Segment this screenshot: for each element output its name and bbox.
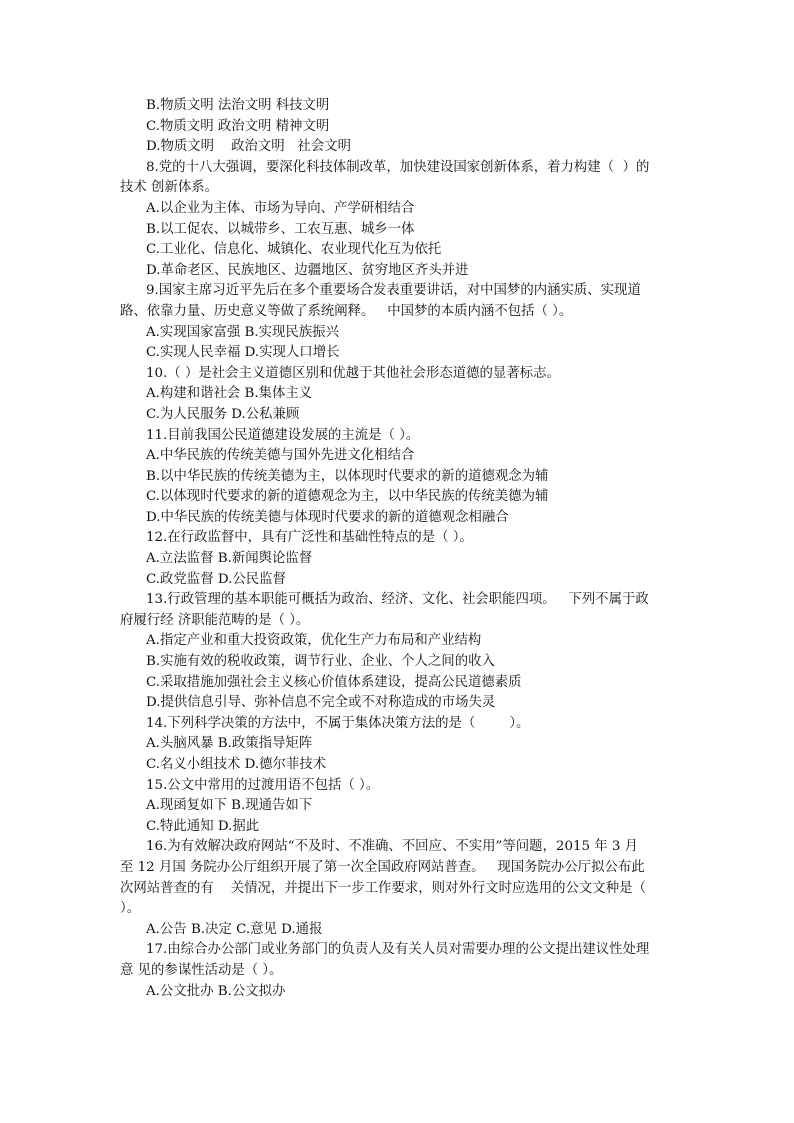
option-line: C.实现人民幸福 D.实现人口增长 [146, 345, 340, 361]
question-line: 14.下列科学决策的方法中，不属于集体决策方法的是（ ）。 [146, 715, 530, 731]
option-line: A.构建和谐社会 B.集体主义 [146, 386, 313, 402]
option-line: C.工业化、信息化、城镇化、农业现代化互为依托 [146, 242, 442, 258]
continuation-line: ）。 [120, 901, 141, 917]
option-line: D.革命老区、民族地区、边疆地区、贫穷地区齐头并进 [146, 262, 469, 278]
option-line: A.指定产业和重大投资政策，优化生产力布局和产业结构 [146, 633, 482, 649]
question-line: 16.为有效解决政府网站“不及时、不准确、不回应、不实用”等问题，2015 年 3 月 [146, 839, 639, 855]
document-page [120, 96, 676, 1002]
option-line: A.公文批办 B.公文拟办 [146, 983, 286, 999]
option-line: C.物质文明 政治文明 精神文明 [146, 118, 330, 134]
option-line: C.特此通知 D.据此 [146, 818, 260, 834]
option-line: B.实施有效的税收政策，调节行业、企业、个人之间的收入 [146, 654, 495, 670]
option-line: D.中华民族的传统美德与体现时代要求的新的道德观念相融合 [146, 509, 509, 525]
question-line: 9.国家主席习近平先后在多个重要场合发表重要讲话，对中国梦的内涵实质、实现道 [146, 283, 641, 299]
option-line: B.物质文明 法治文明 科技文明 [146, 98, 330, 113]
option-line: A.公告 B.决定 C.意见 D.通报 [146, 921, 323, 937]
question-line: 15.公文中常用的过渡用语不包括（ ）。 [146, 777, 380, 793]
option-line: B.以工促农、以城带乡、工农互惠、城乡一体 [146, 221, 415, 237]
option-line: C.为人民服务 D.公私兼顾 [146, 406, 300, 422]
option-line: A.实现国家富强 B.实现民族振兴 [146, 324, 339, 340]
question-line: 11.目前我国公民道德建设发展的主流是（ ）。 [146, 427, 420, 443]
question-line: 10.（ ）是社会主义道德区别和优越于其他社会形态道德的显著标志。 [146, 365, 560, 381]
question-line: 12.在行政监督中，具有广泛性和基础性特点的是（ ）。 [146, 530, 473, 546]
option-line: D.提供信息引导、弥补信息不完全或不对称造成的市场失灵 [146, 695, 496, 711]
option-line: A.以企业为主体、市场为导向、产学研相结合 [146, 200, 415, 216]
option-line: C.以体现时代要求的新的道德观念为主，以中华民族的传统美德为辅 [146, 489, 549, 505]
question-line: 8.党的十八大强调，要深化科技体制改革，加快建设国家创新体系，着力构建（ ）的 [146, 159, 650, 175]
continuation-line: 次网站普查的有 关情况，并提出下一步工作要求，则对外行文时应选用的公文文种是（ [120, 880, 646, 896]
option-line: A.现函复如下 B.现通告如下 [146, 798, 313, 814]
option-line: B.以中华民族的传统美德为主，以体现时代要求的新的道德观念为辅 [146, 468, 549, 484]
option-line: D.物质文明 政治文明 社会文明 [146, 139, 351, 155]
continuation-line: 府履行经 济职能范畴的是（ ）。 [120, 612, 310, 628]
option-line: C.采取措施加强社会主义核心价值体系建设，提高公民道德素质 [146, 674, 522, 690]
option-line: A.头脑风暴 B.政策指导矩阵 [146, 736, 313, 752]
option-line: C.政党监督 D.公民监督 [146, 571, 286, 587]
continuation-line: 路、依靠力量、历史意义等做了系统阐释。 中国梦的本质内涵不包括（ ）。 [120, 303, 573, 319]
continuation-line: 技术 创新体系。 [120, 180, 218, 196]
option-line: A.立法监督 B.新闻舆论监督 [146, 551, 313, 567]
question-line: 13.行政管理的基本职能可概括为政治、经济、文化、社会职能四项。 下列不属于政 [146, 592, 649, 608]
continuation-line: 至 12 月国 务院办公厅组织开展了第一次全国政府网站普查。 现国务院办公厅拟公布此 [120, 859, 645, 875]
option-line: A.中华民族的传统美德与国外先进文化相结合 [146, 448, 415, 464]
continuation-line: 意 见的参谋性活动是（ ）。 [120, 962, 283, 978]
question-line: 17.由综合办公部门或业务部门的负责人及有关人员对需要办理的公文提出建议性处理 [146, 942, 650, 958]
option-line: C.名义小组技术 D.德尔菲技术 [146, 757, 327, 772]
